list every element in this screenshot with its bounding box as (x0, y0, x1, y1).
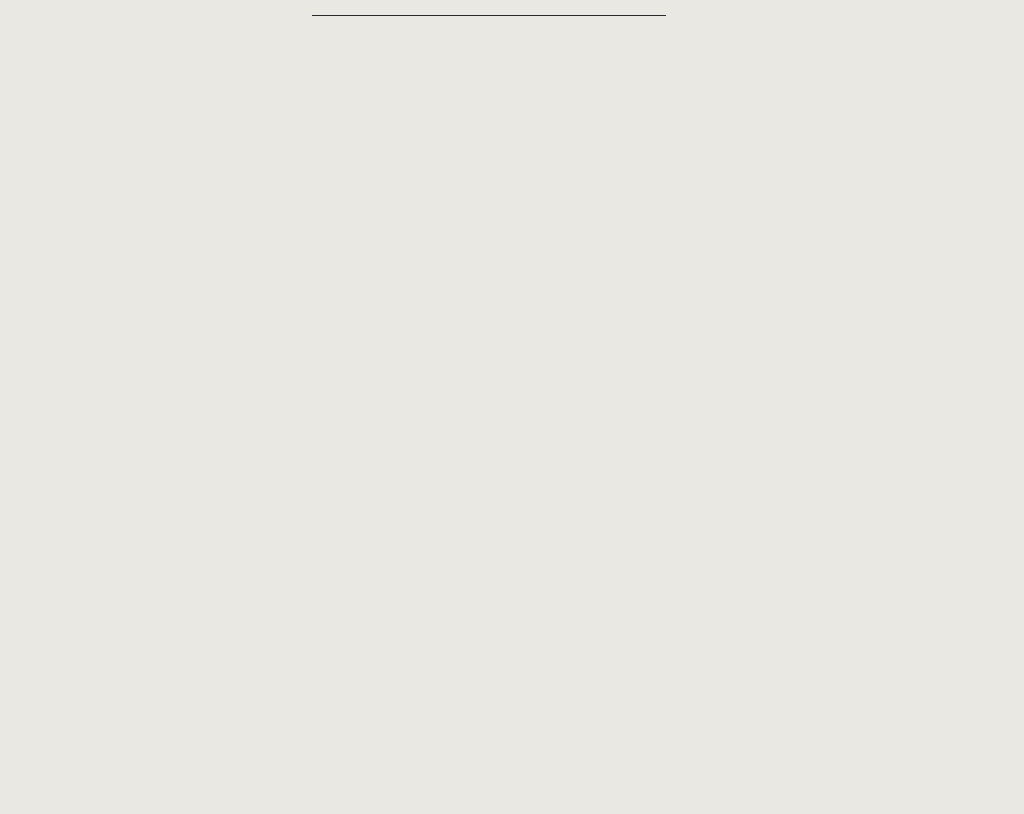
page-heading (312, 14, 666, 16)
